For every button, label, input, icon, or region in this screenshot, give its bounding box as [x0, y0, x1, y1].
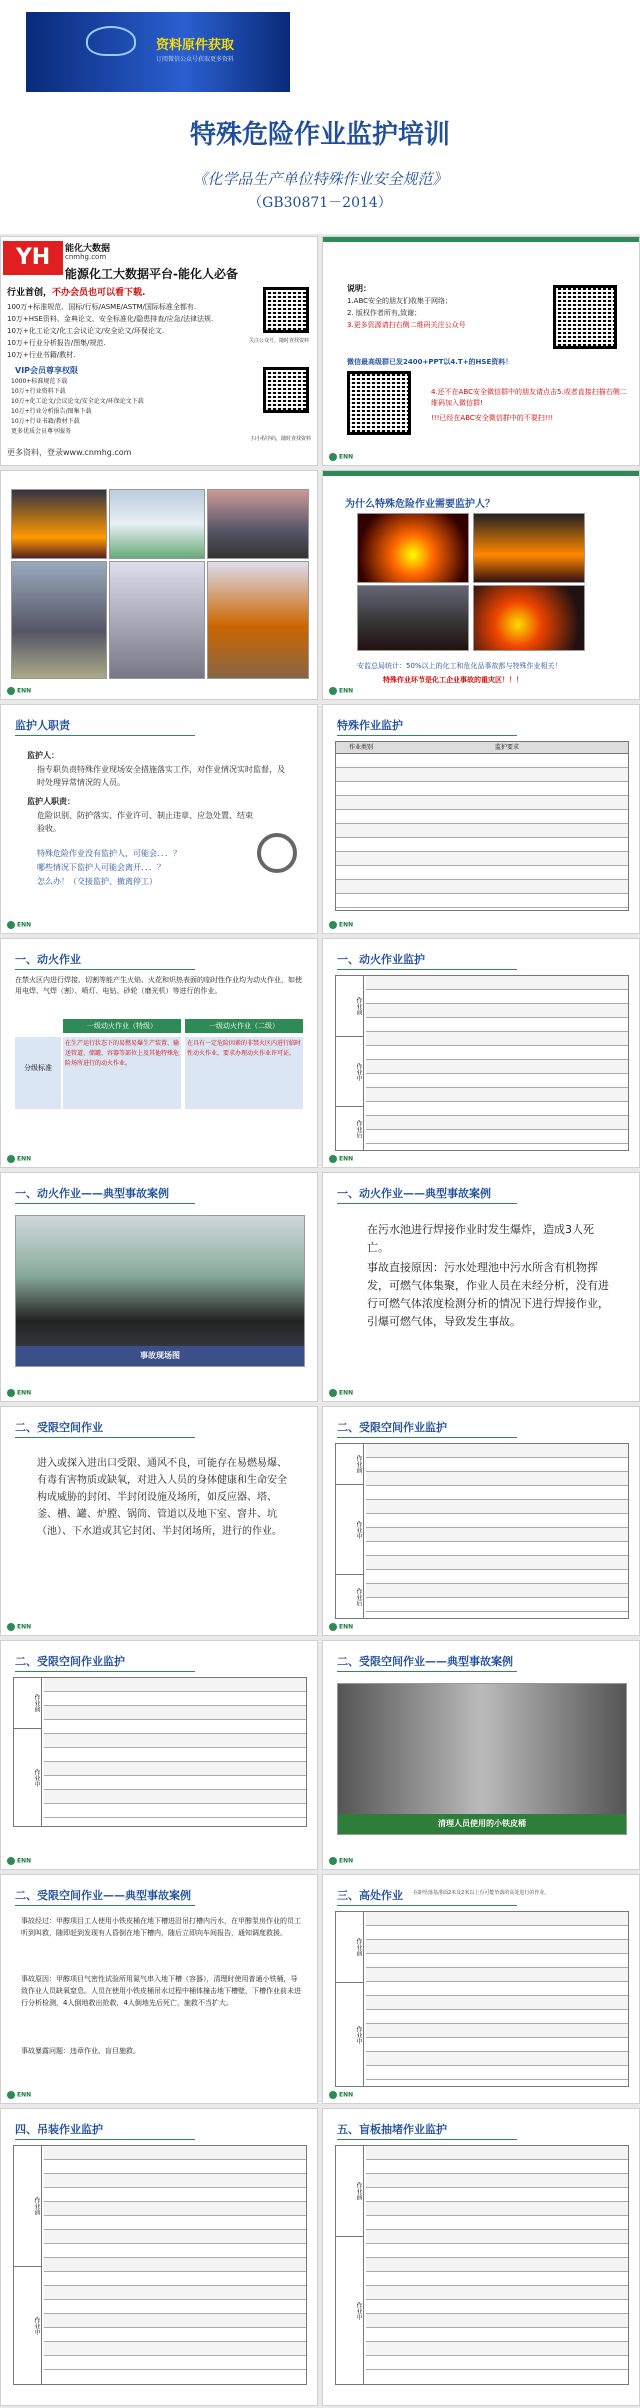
row-label: 作业中 — [336, 1982, 364, 2086]
confined-case-text-slide: 二、受限空间作业——典型事故案例 事故经过：甲醇项目工人使用小铁皮桶在地下槽进沿吊打槽内污水，在甲醇泵房作业的员工听到叫救，随即赶到发现有人昏倒在地下槽内，随后立即向车间报告，通知调度救援。 事故原因：甲醇项目气密性试验所用氮气串入地下槽（容器），清理时使用普通小铁桶，导致作业人员缺氧窒息。人员在使用小铁皮桶吊水过程中桶体撞击地下槽壁，下槽作业前未进行分析检测，4人倒地救出抢救，4人倒地先后死亡，施救不当扩大。 事故暴露问题：违章作业、盲目施救。 ENN — [0, 1874, 318, 2104]
lifting-table — [13, 2145, 307, 2385]
confined-guardian-2-slide: 二、受限空间作业监护 作业前 作业中 ENN — [0, 1640, 318, 1870]
qr1-caption: 关注公众号，随时查找资料 — [249, 338, 310, 344]
case-p1: 事故经过：甲醇项目工人使用小铁皮桶在地下槽进沿吊打槽内污水，在甲醇泵房作业的员工听到叫救，随即赶到发现有人昏倒在地下槽内，随后立即向车间报告，通知调度救援。 — [21, 1917, 301, 1937]
row-label: 作业前 — [336, 976, 364, 1036]
p1-head: 监护人： — [27, 751, 59, 760]
promo-right-note3: !!!已经在ABC安全微信群中的不要扫!!! — [431, 414, 554, 422]
slide-title: 一、动火作业 — [15, 953, 81, 966]
promo-right-title: 说明： — [347, 284, 371, 293]
p2-text: 危险识别、防护落实、作业许可、制止违章、应急处置、结束验收。 — [37, 811, 253, 833]
slide-title: 二、受限空间作业监护 — [15, 1655, 125, 1668]
promo-right: 说明： 1.ABC安全的朋友们收集于网络； 2. 版权作者所有,致谢； 3.更多资源请扫右侧二维码关注公众号 微信最高级群已发2400+PPT以4.T+的HSE资料！ 4.还不在ABC安全微信群中的朋友请点击5.或者直接扫描右侧二维码加入微信群! !!!已经在ABC安全微信群中的不要扫!!! ENN — [322, 236, 640, 466]
promo-line: 10万+行业书籍/教材. — [7, 351, 76, 359]
cover-slide — [0, 108, 640, 234]
table-header: 监护要求 — [494, 744, 519, 751]
statistic-text: 安监总局统计：50%以上的化工和危化品事故都与特殊作业相关！ — [357, 662, 562, 670]
slide-title: 二、受限空间作业——典型事故案例 — [337, 1655, 513, 1668]
height-table — [335, 1911, 629, 2087]
confined-guardian-slide: 二、受限空间作业监护 作业前 作业中 作业后 ENN — [322, 1406, 640, 1636]
promo-footer: 更多资料，登录www.cnmhg.com — [7, 448, 132, 457]
level-header: 一级动火作业（特级） — [63, 1019, 181, 1033]
level-header: 一级动火作业（二级） — [185, 1019, 303, 1033]
promo-right-items — [347, 295, 507, 331]
slide-title: 四、吊装作业监护 — [15, 2123, 103, 2136]
row-label: 作业后 — [336, 1574, 364, 1618]
confined-body: 进入或探入进出口受限、通风不良，可能存在易燃易爆、有毒有害物质或缺氧，对进入人员的身体健康和生命安全构成威胁的封闭、半封闭设施及场所，如反应器、塔、釜、槽、罐、炉膛、锅筒、管道以及地下室、窨井、坑（池）、下水道或其它封闭、半封闭场所，进行的作业。 — [37, 1458, 287, 1537]
promo-line: 100万+标准规范、国标/行标/ASME/ASTM/国际标准全都有. — [7, 303, 197, 311]
brand-logo: YH — [3, 241, 63, 275]
p2-head: 监护人职责： — [27, 797, 75, 806]
promo-right-item: 3.更多资源请扫右侧二维码关注公众号 — [347, 321, 466, 329]
welding-photo — [11, 489, 107, 559]
slide-title: 为什么特殊危险作业需要监护人？ — [345, 499, 495, 510]
promo-line: 10万+行业分析报告/图集/规范. — [7, 339, 106, 347]
qr-code-icon[interactable] — [263, 367, 309, 413]
explosion-photo — [473, 513, 585, 583]
qr2-caption: 扫小程序码，随时查找资料 — [251, 436, 312, 442]
slide-title: 一、动火作业——典型事故案例 — [337, 1187, 491, 1200]
vip-line: 更多优质会员尊享服务 — [11, 428, 72, 435]
blind-plate-table — [335, 2145, 629, 2385]
blind-plate-slide — [322, 2108, 640, 2406]
promo-right-note2: 4.还不在ABC安全微信群中的朋友请点击5.或者直接扫描右侧二维码加入微信群! — [431, 388, 627, 407]
slide-title: 一、动火作业——典型事故案例 — [15, 1187, 169, 1200]
slide-title: 特殊作业监护 — [337, 719, 403, 732]
row-label: 作业中 — [336, 1036, 364, 1106]
photo-caption: 清理人员使用的小铁皮桶 — [438, 1819, 526, 1828]
blaze-photo — [473, 585, 585, 651]
tank-photo — [207, 489, 309, 559]
banner-image — [26, 12, 290, 92]
fire-photo — [357, 513, 469, 583]
accident-photo — [15, 1215, 305, 1367]
vip-title: VIP会员尊享权限 — [15, 366, 79, 375]
slide-title: 五、盲板抽堵作业监护 — [337, 2123, 447, 2136]
confined-table-2 — [13, 1677, 307, 1827]
row-label: 作业前 — [336, 1444, 364, 1484]
special-work-table-slide: 特殊作业监护 作业类别 监护要求 ENN — [322, 704, 640, 934]
hot-work-slide: 一、动火作业 在禁火区内进行焊接、切割等能产生火焰、火花和炽热表面的临时性作业均为动火作业，如使用电焊、气焊（割）、喷灯、电钻、砂轮（磨光机）等进行的作业。 一级动火作业（特级） 一级动火作业（二级） 分级标准 在生产运行状态下的易燃易爆生产装置、输送管道、储罐、容器等部位上及其他特殊危险场所进行的动火作业。 在具有一定危险因素的非禁火区内进行临时性动火作业，要求办理动火作业许可证。 ENN — [0, 938, 318, 1168]
statistic-emphasis: 特殊作业环节是化工企业事故的重灾区！！！ — [383, 676, 523, 684]
banner-subtitle: 订阅微信公众号获取更多资料 — [156, 56, 235, 63]
vip-line: 10万+行业分析报告/图集下载 — [11, 408, 92, 415]
row-label: 作业前 — [14, 2146, 42, 2266]
hot-work-table — [335, 975, 629, 1151]
case-p3: 事故暴露问题：违章作业、盲目施救。 — [21, 2047, 140, 2055]
cover-title: 特殊危险作业监护培训 — [189, 120, 450, 150]
promo-right-item: 2. 版权作者所有,致谢； — [347, 309, 422, 317]
row-label: 作业中 — [14, 1728, 42, 1826]
promo-tag: 行业首创，不办会员也可以看下载. — [7, 288, 146, 298]
promo-right-item: 1.ABC安全的朋友们收集于网络； — [347, 297, 453, 305]
hot-work-case-text-slide: 一、动火作业——典型事故案例 在污水池进行焊接作业时发生爆炸，造成3人死亡。 事故直接原因：污水处理池中污水所含有机物挥发，可燃气体集聚，作业人员在未经分析，没有进行可燃气体浓度检测分析的情况下进行焊接作业，引爆可燃气体，导致发生事故。 ENN — [322, 1172, 640, 1402]
row-label: 分级标准 — [15, 1037, 61, 1109]
vip-line: 10万+化工论文/会议论文/安全论文/环保论文下载 — [11, 398, 144, 405]
vip-line: 10万+行业资料下载 — [11, 388, 66, 395]
slide-subtitle: 在距坠落基准面2米及2米以上有可能坠落的高处进行的作业。 — [413, 1890, 550, 1896]
promo-lines — [7, 301, 257, 361]
row-label: 作业前 — [336, 1912, 364, 1982]
confined-space-slide: 二、受限空间作业 进入或探入进出口受限、通风不良，可能存在易燃易爆、有毒有害物质或缺氧，对进入人员的身体健康和生命安全构成威胁的封闭、半封闭设施及场所，如反应器、塔、釜、槽、罐、炉膛、锅筒、管道以及地下室、窨井、坑（池）、下水道或其它封闭、半封闭场所，进行的作业。 ENN — [0, 1406, 318, 1636]
row-label: 作业前 — [336, 2146, 364, 2236]
vip-line: 10万+行业书籍/教材下载 — [11, 418, 80, 425]
banner-title: 资料原件获取 — [156, 38, 235, 53]
promo-left — [0, 236, 318, 466]
promo-right-note: 微信最高级群已发2400+PPT以4.T+的HSE资料！ — [347, 358, 513, 366]
plant-photo — [109, 489, 205, 559]
excavator-photo — [207, 561, 309, 679]
p3-text: 特殊危险作业没有监护人，可能会．．．？ — [37, 849, 181, 858]
tower-photo — [109, 561, 205, 679]
height-work-slide: 三、高处作业 在距坠落基准面2米及2米以上有可能坠落的高处进行的作业。 作业前 作业中 ENN — [322, 1874, 640, 2104]
brand-name: 能化大数据 — [65, 244, 111, 254]
case-body2: 事故直接原因：污水处理池中污水所含有机物挥发，可燃气体集聚，作业人员在未经分析，没有进行可燃气体浓度检测分析的情况下进行焊接作业，引爆可燃气体，导致发生事故。 — [367, 1261, 609, 1328]
level-text: 在具有一定危险因素的非禁火区内进行临时性动火作业，要求办理动火作业许可证。 — [185, 1037, 303, 1109]
table-header: 作业类别 — [348, 744, 373, 751]
slide-title: 二、受限空间作业——典型事故案例 — [15, 1889, 191, 1902]
standard-title: 《化学品生产单位特殊作业安全规范》 — [192, 170, 448, 188]
case-p2: 事故原因：甲醇项目气密性试验所用氮气串入地下槽（容器），清理时使用普通小铁桶，导致作业人员缺氧窒息。人员在使用小铁皮桶吊水过程中桶体撞击地下槽壁，下槽作业前未进行分析检测，4人倒地救出抢救，4人倒地先后死亡，施救不当扩大。 — [21, 1975, 301, 2007]
magnifier-icon — [257, 833, 297, 873]
shield-icon — [86, 26, 136, 56]
level-text: 在生产运行状态下的易燃易爆生产装置、输送管道、储罐、容器等部位上及其他特殊危险场所进行的动火作业。 — [63, 1037, 181, 1109]
confined-case-photo-slide: 二、受限空间作业——典型事故案例 清理人员使用的小铁皮桶 ENN — [322, 1640, 640, 1870]
guardian-table — [335, 741, 629, 911]
qr-code-icon[interactable] — [553, 285, 617, 349]
promo-headline: 能源化工大数据平台-能化人必备 — [65, 267, 238, 281]
p4-text: 哪些情况下监护人可能会离开．．．？ — [37, 863, 165, 872]
hot-work-intro: 在禁火区内进行焊接、切割等能产生火焰、火花和炽热表面的临时性作业均为动火作业，如使用电焊、气焊（割）、喷灯、电钻、砂轮（磨光机）等进行的作业。 — [15, 976, 302, 995]
smoke-photo — [357, 585, 469, 651]
slide-title: 一、动火作业监护 — [337, 953, 425, 966]
promo-line: 10万+化工论文/化工会议论文/安全论文/环保论文. — [7, 327, 165, 335]
bucket-photo — [337, 1683, 627, 1835]
slide-title: 监护人职责 — [15, 719, 70, 732]
promo-line: 10万+HSE资料、金典论文、安全标准化/隐患排查/应急/法律法规. — [7, 315, 214, 323]
row-label: 作业后 — [336, 1106, 364, 1150]
vip-lines — [11, 377, 211, 437]
why-guardian-slide: 为什么特殊危险作业需要监护人？ 安监总局统计：50%以上的化工和危化品事故都与特殊作业相关！ 特殊作业环节是化工企业事故的重灾区！！！ ENN — [322, 470, 640, 700]
slide-title: 二、受限空间作业 — [15, 1421, 103, 1434]
slide-title: 三、高处作业 — [337, 1889, 403, 1902]
banner-area — [0, 0, 640, 108]
crane-photo — [11, 561, 107, 679]
row-label: 作业中 — [336, 1484, 364, 1574]
hot-work-guardian-slide: 一、动火作业监护 作业前 作业中 作业后 ENN — [322, 938, 640, 1168]
case-body1: 在污水池进行焊接作业时发生爆炸，造成3人死亡。 — [367, 1223, 594, 1254]
confined-table — [335, 1443, 629, 1619]
slide-title: 二、受限空间作业监护 — [337, 1421, 447, 1434]
qr-code-icon[interactable] — [347, 371, 411, 435]
vip-line: 1000+标准规范下载 — [11, 378, 68, 385]
row-label: 作业前 — [14, 1678, 42, 1728]
guardian-duties-slide: 监护人职责 监护人： 指专职负责特殊作业现场安全措施落实工作，对作业情况实时监督，及时处理异常情况的人员。 监护人职责： 危险识别、防护落实、作业许可、制止违章、应急处置、结束验收。 特殊危险作业没有监护人，可能会．．．？ 哪些情况下监护人可能会离开．．．？ 怎么办！（交接监护、撤离停工） ENN — [0, 704, 318, 934]
p5-text: 怎么办！（交接监护、撤离停工） — [37, 877, 157, 886]
qr-code-icon[interactable] — [263, 287, 309, 333]
row-label: 作业中 — [336, 2236, 364, 2384]
p1-text: 指专职负责特殊作业现场安全措施落实工作，对作业情况实时监督，及时处理异常情况的人员。 — [37, 765, 285, 787]
photo-caption: 事故现场图 — [140, 1351, 180, 1360]
row-label: 作业中 — [14, 2266, 42, 2384]
hot-work-case-photo-slide: 一、动火作业——典型事故案例 事故现场图 ENN — [0, 1172, 318, 1402]
photo-collage-slide: ENN — [0, 470, 318, 700]
lifting-work-slide — [0, 2108, 318, 2406]
brand-site: cnmhg.com — [65, 253, 107, 261]
standard-code: （GB30871－2014） — [248, 195, 392, 211]
